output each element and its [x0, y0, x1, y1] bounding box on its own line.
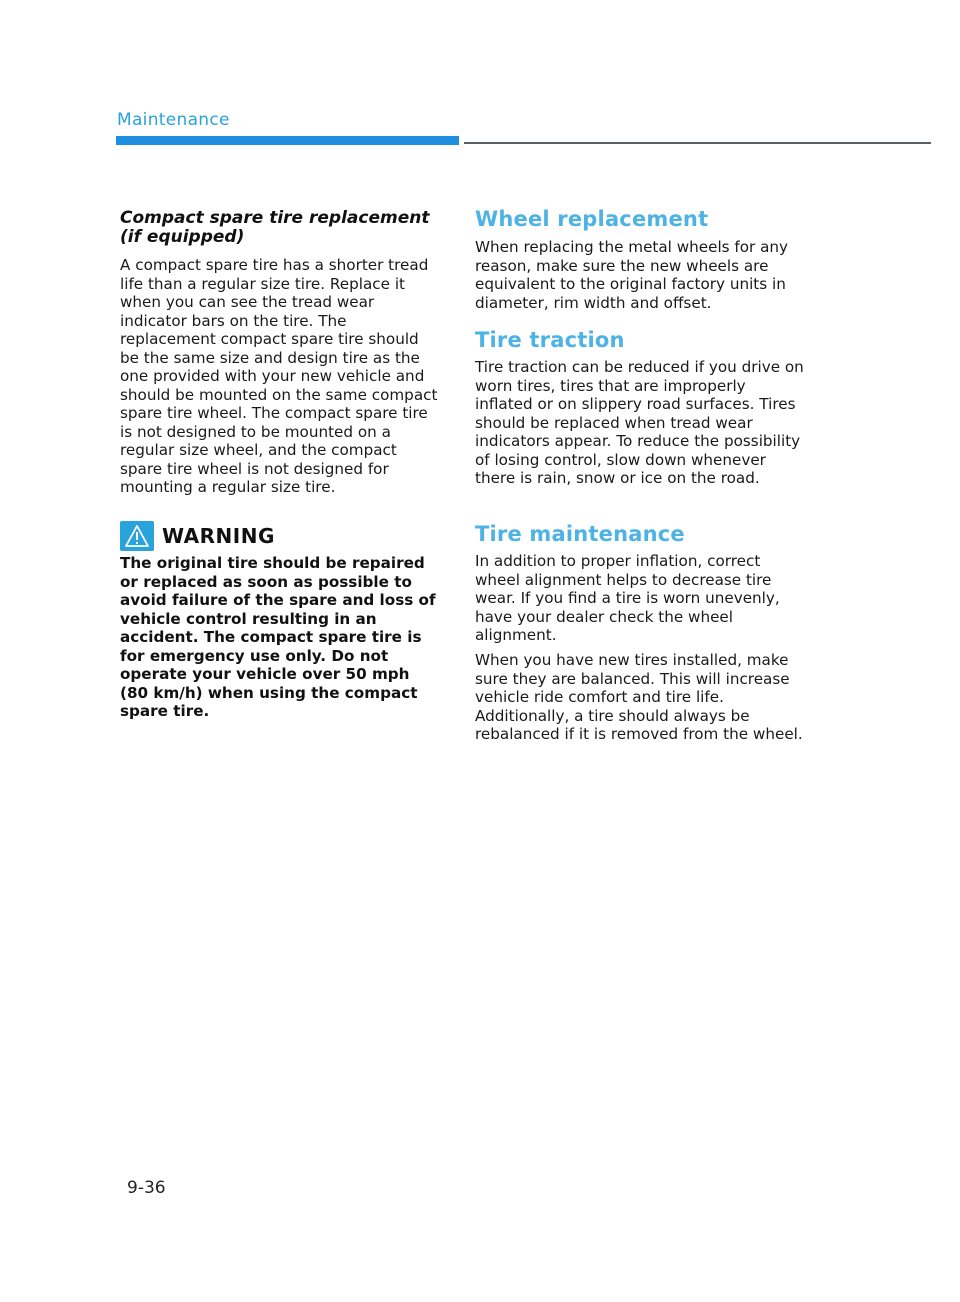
header-accent-bar [116, 136, 459, 145]
warning-title: WARNING [162, 524, 275, 548]
tire-traction-text: Tire traction can be reduced if you drive on worn tires, tires that are improperly inflated or on slippery road surfaces. Tires should be replaced when tread wear indicators appear. To reduce the possibility of losing control, slow down whenever there is rain, snow or ice on the road. [475, 358, 804, 487]
tire-maintenance-text-1: In addition to proper inflation, correct wheel alignment helps to decrease tire wear. If you find a tire is worn unevenly, have your dealer check the wheel alignment. [475, 552, 780, 644]
page-number: 9-36 [127, 1178, 166, 1198]
subheading-line-1: Compact spare tire replacement [120, 208, 430, 228]
header-divider [464, 142, 931, 144]
tire-maintenance-text-2: When you have new tires installed, make sure they are balanced. This will increase vehicle ride comfort and tire life. Additionally, a tire should always be rebalanced if it is removed from the wheel. [475, 651, 803, 743]
compact-spare-subheading [120, 209, 440, 247]
warning-header [120, 521, 440, 551]
compact-spare-paragraph: A compact spare tire has a shorter tread life than a regular size tire. Replace it when you can see the tread wear indicator bars on the tire. The replacement compact spare tire should be the same size and design tire as the one provided with your new vehicle and should be mounted on the same compact spare tire wheel. The compact spare tire is not designed to be mounted on a regular size wheel, and the compact spare tire wheel is not designed for mounting a regular size tire. [120, 256, 438, 496]
tire-traction-heading: Tire traction [475, 328, 625, 352]
subheading-line-2: (if equipped) [120, 227, 245, 247]
wheel-replacement-heading: Wheel replacement [475, 207, 709, 231]
wheel-replacement-text: When replacing the metal wheels for any reason, make sure the new wheels are equivalent to the original factory units in diameter, rim width and offset. [475, 238, 789, 312]
warning-triangle-icon [120, 521, 154, 551]
tire-maintenance-heading: Tire maintenance [475, 522, 685, 546]
warning-text: The original tire should be repaired or replaced as soon as possible to avoid failure of the spare and loss of vehicle control resulting in an accident. The compact spare tire is for emergency use only. Do not operate your vehicle over 50 mph (80 km/h) when using the compact spare tire. [120, 554, 436, 720]
section-label: Maintenance [117, 110, 230, 130]
